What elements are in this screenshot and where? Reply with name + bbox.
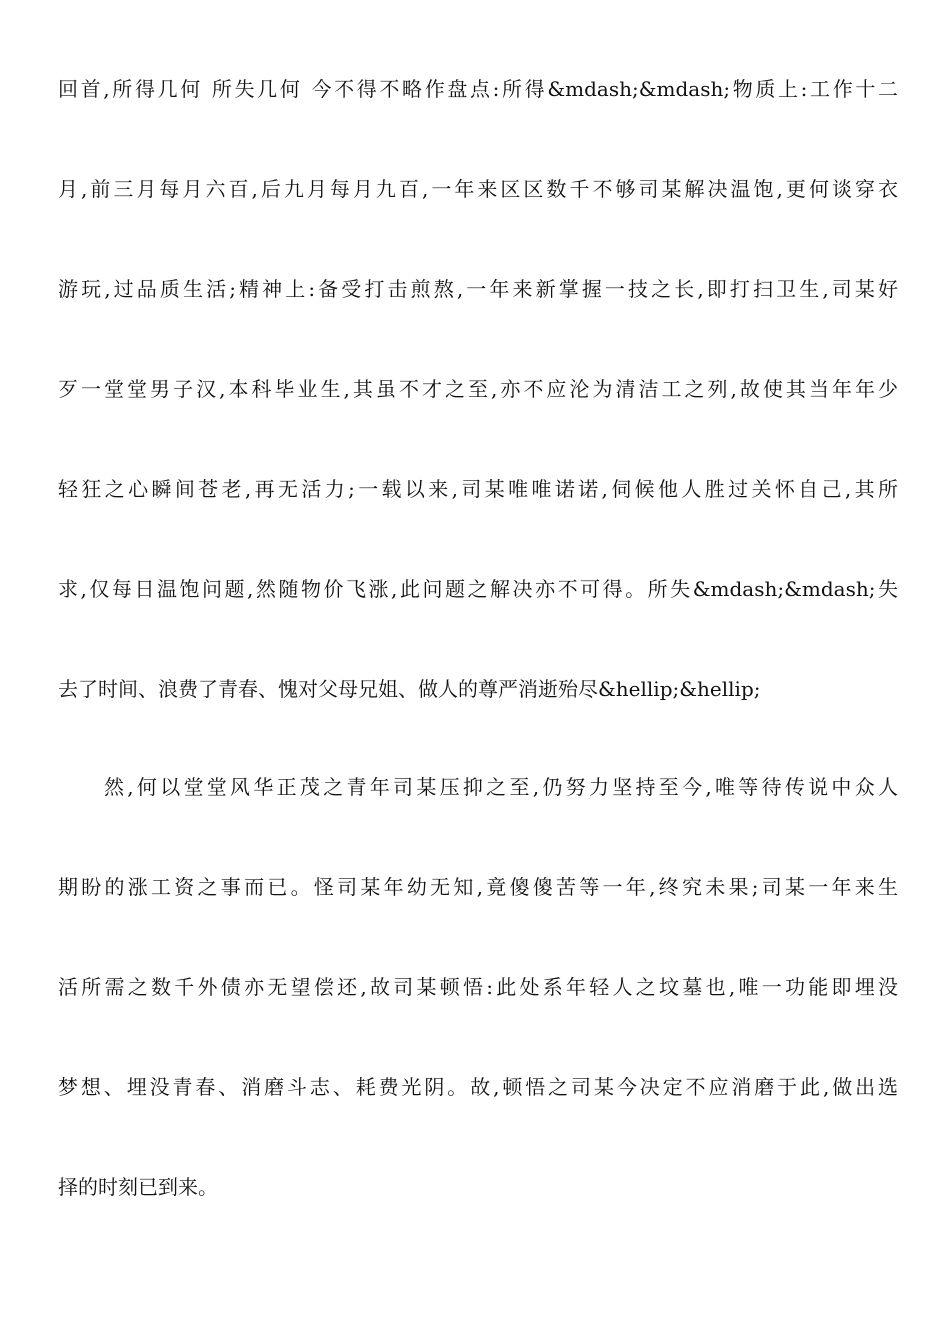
paragraph-2-line-5: 择的时刻已到来。 (58, 1175, 218, 1199)
paragraph-2-line-2: 期盼的涨工资之事而已。怪司某年幼无知,竟傻傻苦等一年,终究未果;司某一年来生 (58, 875, 898, 899)
paragraph-1-line-7: 去了时间、浪费了青春、愧对父母兄姐、做人的尊严消逝殆尽&hellip;&hellip; (58, 677, 761, 701)
paragraph-1-line-5: 轻狂之心瞬间苍老,再无活力;一载以来,司某唯唯诺诺,伺候他人胜过关怀自己,其所 (58, 477, 898, 501)
paragraph-1-line-2: 月,前三月每月六百,后九月每月九百,一年来区区数千不够司某解决温饱,更何谈穿衣 (58, 177, 898, 201)
paragraph-1-line-6: 求,仅每日温饱问题,然随物价飞涨,此问题之解决亦不可得。所失&mdash;&mdash;失 (58, 577, 898, 601)
paragraph-2-line-3: 活所需之数千外债亦无望偿还,故司某顿悟:此处系年轻人之坟墓也,唯一功能即埋没 (58, 975, 898, 999)
paragraph-1-line-4: 歹一堂堂男子汉,本科毕业生,其虽不才之至,亦不应沦为清洁工之列,故使其当年年少 (58, 377, 898, 401)
paragraph-2-line-4: 梦想、埋没青春、消磨斗志、耗费光阴。故,顿悟之司某今决定不应消磨于此,做出选 (58, 1075, 898, 1099)
paragraph-1-line-1: 回首,所得几何 所失几何 今不得不略作盘点:所得&mdash;&mdash;物质上:工作十二 (58, 77, 898, 101)
paragraph-1-line-3: 游玩,过品质生活;精神上:备受打击煎熬,一年来新掌握一技之长,即打扫卫生,司某好 (58, 277, 898, 301)
paragraph-2-line-1: 然,何以堂堂风华正茂之青年司某压抑之至,仍努力坚持至今,唯等待传说中众人 (104, 775, 898, 799)
